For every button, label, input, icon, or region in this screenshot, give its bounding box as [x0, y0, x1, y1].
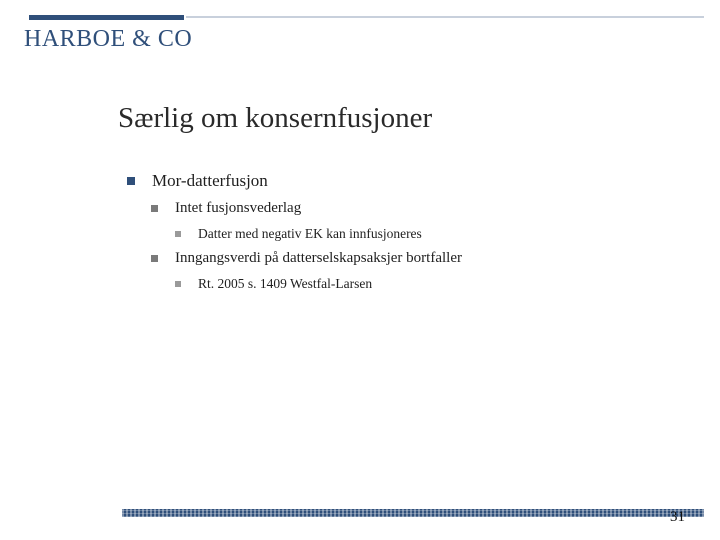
- square-bullet-icon: [175, 231, 181, 237]
- square-bullet-icon: [151, 255, 158, 262]
- company-logo: HARBOE & CO: [24, 26, 193, 52]
- square-bullet-icon: [151, 205, 158, 212]
- bullet-text: Inngangsverdi på datterselskapsaksjer bortfaller: [175, 250, 462, 266]
- bullet-text: Intet fusjonsvederlag: [175, 200, 302, 216]
- slide-title: Særlig om konsernfusjoner: [118, 102, 433, 134]
- header-accent-bar: [29, 15, 184, 20]
- square-bullet-icon: [175, 281, 181, 287]
- bullet-text: Datter med negativ EK kan innfusjoneres: [198, 226, 422, 241]
- page-number: 31: [670, 509, 685, 525]
- footer-pattern-band: [122, 509, 704, 517]
- bullet-text: Rt. 2005 s. 1409 Westfal-Larsen: [198, 276, 373, 291]
- bullet-item-3: [175, 226, 422, 242]
- bullet-item-5: [175, 276, 372, 292]
- header-rule-line: [186, 16, 704, 18]
- square-bullet-icon: [127, 177, 135, 185]
- bullet-item-1: [127, 171, 268, 191]
- bullet-text: Mor-datterfusjon: [152, 171, 268, 190]
- bullet-item-2: [151, 200, 301, 217]
- bullet-item-4: [151, 250, 462, 267]
